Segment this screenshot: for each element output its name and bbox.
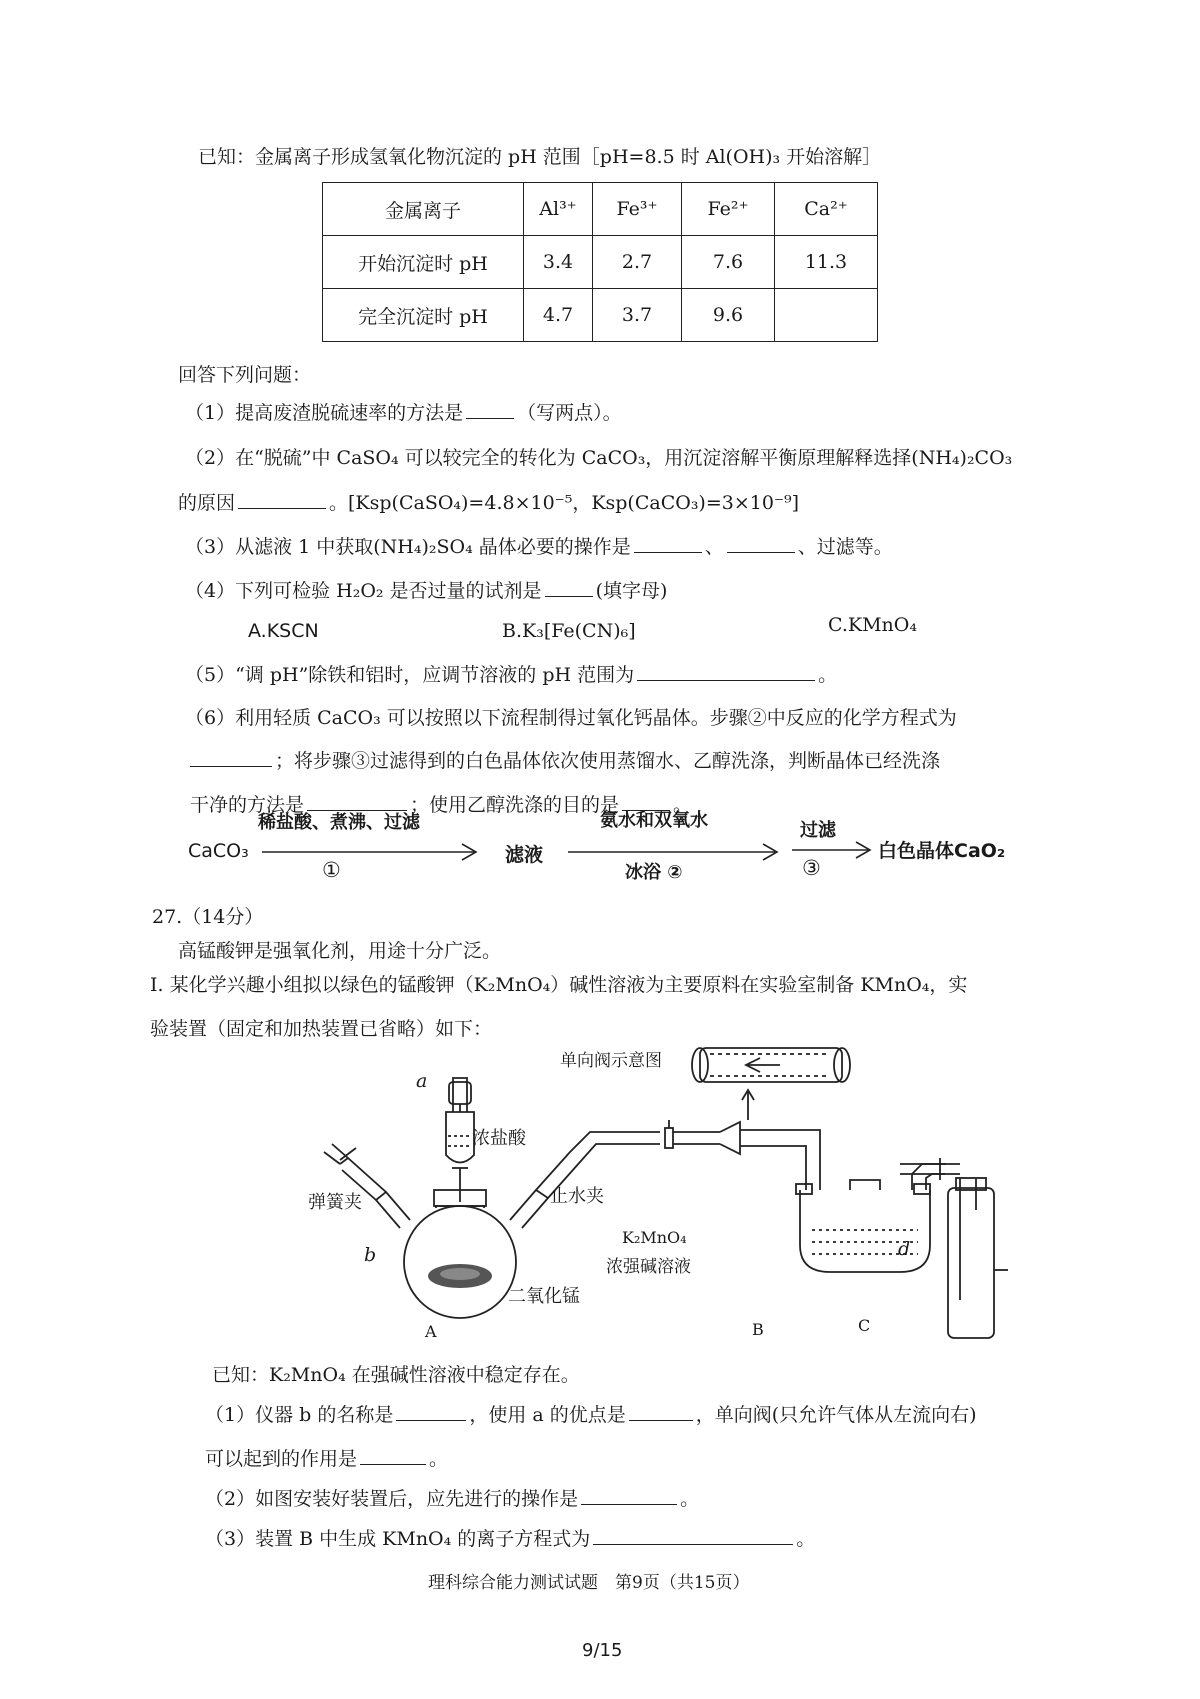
question-text: 的原因 bbox=[178, 492, 236, 514]
apparatus-diagram bbox=[300, 1040, 960, 1350]
label-mno2: 二氧化锰 bbox=[508, 1286, 580, 1307]
tube-b-to-c bbox=[900, 1148, 960, 1188]
table-cell: 开始沉淀时 pH bbox=[323, 236, 524, 289]
sub-question-3 bbox=[205, 1524, 815, 1551]
label-spring-clip: 弹簧夹 bbox=[308, 1192, 362, 1213]
q27-title: 27.（14分） bbox=[152, 906, 264, 928]
question-text: 干净的方法是 bbox=[190, 794, 305, 816]
question-text: 可以起到的作用是 bbox=[205, 1448, 358, 1470]
flow-step3-number: ③ bbox=[802, 856, 821, 880]
q27-part1-line1: I. 某化学兴趣小组拟以绿色的锰酸钾（K₂MnO₄）碱性溶液为主要原料在实验室制备 KMnO₄，实 bbox=[150, 974, 968, 996]
sub-question-1 bbox=[205, 1400, 977, 1427]
label-a: a bbox=[416, 1070, 428, 1092]
stop-clip bbox=[665, 1128, 673, 1148]
label-conc-hcl: 浓盐酸 bbox=[472, 1128, 526, 1149]
label-apparatus-a: A bbox=[425, 1322, 437, 1341]
label-d: d bbox=[898, 1238, 911, 1260]
table-cell: 2.7 bbox=[593, 236, 682, 289]
question-text: (填字母) bbox=[595, 580, 668, 602]
flow-step3-op: 过滤 bbox=[800, 820, 836, 841]
question-text: （5）“调 pH”除铁和铝时，应调节溶液的 pH 范围为 bbox=[185, 664, 635, 686]
question-text: ；将步骤③过滤得到的白色晶体依次使用蒸馏水、乙醇洗涤，判断晶体已经洗涤 bbox=[275, 750, 941, 772]
option-c: C.KMnO₄ bbox=[828, 614, 917, 636]
page-footer: 理科综合能力测试试题 第9页（共15页） bbox=[428, 1573, 750, 1593]
dropping-funnel bbox=[446, 1112, 474, 1163]
known-condition: 已知：金属离子形成氢氧化物沉淀的 pH 范围［pH=8.5 时 Al(OH)₃ 开始溶解］ bbox=[198, 146, 882, 168]
q27-intro: 高锰酸钾是强氧化剂，用途十分广泛。 bbox=[178, 940, 502, 962]
round-bottom-flask bbox=[404, 1206, 516, 1318]
table-header-cell: 金属离子 bbox=[323, 183, 524, 236]
answer-blank[interactable] bbox=[593, 1543, 793, 1545]
vessel-c bbox=[948, 1188, 994, 1338]
question-text: 、过滤等。 bbox=[797, 536, 893, 558]
question-text: ，使用 a 的优点是 bbox=[469, 1404, 626, 1426]
flow-step2-condition: 冰浴 ② bbox=[625, 862, 683, 883]
table-cell: 3.4 bbox=[524, 236, 593, 289]
one-way-valve bbox=[720, 1122, 740, 1154]
flow-mid: 滤液 bbox=[505, 844, 544, 866]
option-a: A.KSCN bbox=[248, 620, 319, 642]
label-stop-clip: 止水夹 bbox=[550, 1186, 604, 1207]
table-cell: 4.7 bbox=[524, 289, 593, 342]
table-header-cell: Al³⁺ bbox=[524, 183, 593, 236]
question-text: （1）提高废渣脱硫速率的方法是 bbox=[185, 402, 464, 424]
question-text: 。 bbox=[673, 794, 693, 816]
sub-question-2 bbox=[205, 1484, 699, 1511]
question-text: ，单向阀(只允许气体从左流向右) bbox=[695, 1404, 977, 1426]
question-text: 。 bbox=[796, 1528, 816, 1550]
flow-end: 白色晶体CaO₂ bbox=[878, 840, 1006, 862]
flask-right-neck bbox=[510, 1190, 548, 1228]
question-text: 、 bbox=[704, 536, 724, 558]
question-2-line1: （2）在“脱硫”中 CaSO₄ 可以较完全的转化为 CaCO₃，用沉淀溶解平衡原理解释选择(NH₄)₂CO₃ bbox=[185, 447, 1013, 469]
table-cell: 3.7 bbox=[593, 289, 682, 342]
question-text: ；使用乙醇洗涤的目的是 bbox=[410, 794, 620, 816]
table-cell: 11.3 bbox=[775, 236, 878, 289]
question-text: （3）装置 B 中生成 KMnO₄ 的离子方程式为 bbox=[205, 1528, 591, 1550]
sub-question-1-line2 bbox=[205, 1444, 448, 1471]
answer-blank[interactable] bbox=[360, 1463, 426, 1465]
label-b: b bbox=[364, 1244, 377, 1266]
question-text: 。 bbox=[818, 664, 838, 686]
vessel-b bbox=[800, 1190, 930, 1272]
option-b: B.K₃[Fe(CN)₆] bbox=[502, 620, 636, 642]
page-number: 9/15 bbox=[582, 1640, 623, 1661]
question-text: 。[Ksp(CaSO₄)=4.8×10⁻⁵，Ksp(CaCO₃)=3×10⁻⁹] bbox=[329, 492, 800, 514]
table-cell: 7.6 bbox=[682, 236, 775, 289]
flow-step2-reagents: 氨水和双氧水 bbox=[600, 810, 708, 831]
answer-blank[interactable] bbox=[629, 1419, 693, 1421]
question-text: （4）下列可检验 H₂O₂ 是否过量的试剂是 bbox=[185, 580, 542, 602]
question-text: （1）仪器 b 的名称是 bbox=[205, 1404, 394, 1426]
label-apparatus-c: C bbox=[858, 1316, 871, 1335]
question-text: （3）从滤液 1 中获取(NH₄)₂SO₄ 晶体必要的操作是 bbox=[185, 536, 631, 558]
question-text: 。 bbox=[680, 1488, 700, 1510]
answer-intro: 回答下列问题： bbox=[178, 364, 312, 386]
table-cell: 9.6 bbox=[682, 289, 775, 342]
answer-blank[interactable] bbox=[581, 1503, 677, 1505]
flow-start: CaCO₃ bbox=[188, 840, 249, 862]
question-text: （写两点）。 bbox=[517, 402, 622, 424]
flow-step1-number: ① bbox=[322, 858, 341, 882]
question-text: 。 bbox=[429, 1448, 449, 1470]
flow-step1-reagents: 稀盐酸、煮沸、过滤 bbox=[258, 812, 420, 833]
table-header-cell: Fe²⁺ bbox=[682, 183, 775, 236]
known-condition-2: 已知：K₂MnO₄ 在强碱性溶液中稳定存在。 bbox=[212, 1364, 580, 1386]
label-strong-base: 浓强碱溶液 bbox=[606, 1257, 691, 1277]
valve-title: 单向阀示意图 bbox=[560, 1051, 662, 1071]
mno2-solid bbox=[428, 1264, 492, 1288]
table-header-cell: Fe³⁺ bbox=[593, 183, 682, 236]
table-header-cell: Ca²⁺ bbox=[775, 183, 878, 236]
label-apparatus-b: B bbox=[752, 1320, 764, 1339]
question-text: （2）如图安装好装置后，应先进行的操作是 bbox=[205, 1488, 579, 1510]
label-k2mno4: K₂MnO₄ bbox=[622, 1228, 687, 1247]
table-cell: 完全沉淀时 pH bbox=[323, 289, 524, 342]
answer-blank[interactable] bbox=[396, 1419, 466, 1421]
question-6-line1: （6）利用轻质 CaCO₃ 可以按照以下流程制得过氧化钙晶体。步骤②中反应的化学方程式为 bbox=[185, 707, 957, 729]
q27-part1-line2: 验装置（固定和加热装置已省略）如下： bbox=[150, 1018, 493, 1040]
flask-left-neck bbox=[376, 1192, 410, 1228]
